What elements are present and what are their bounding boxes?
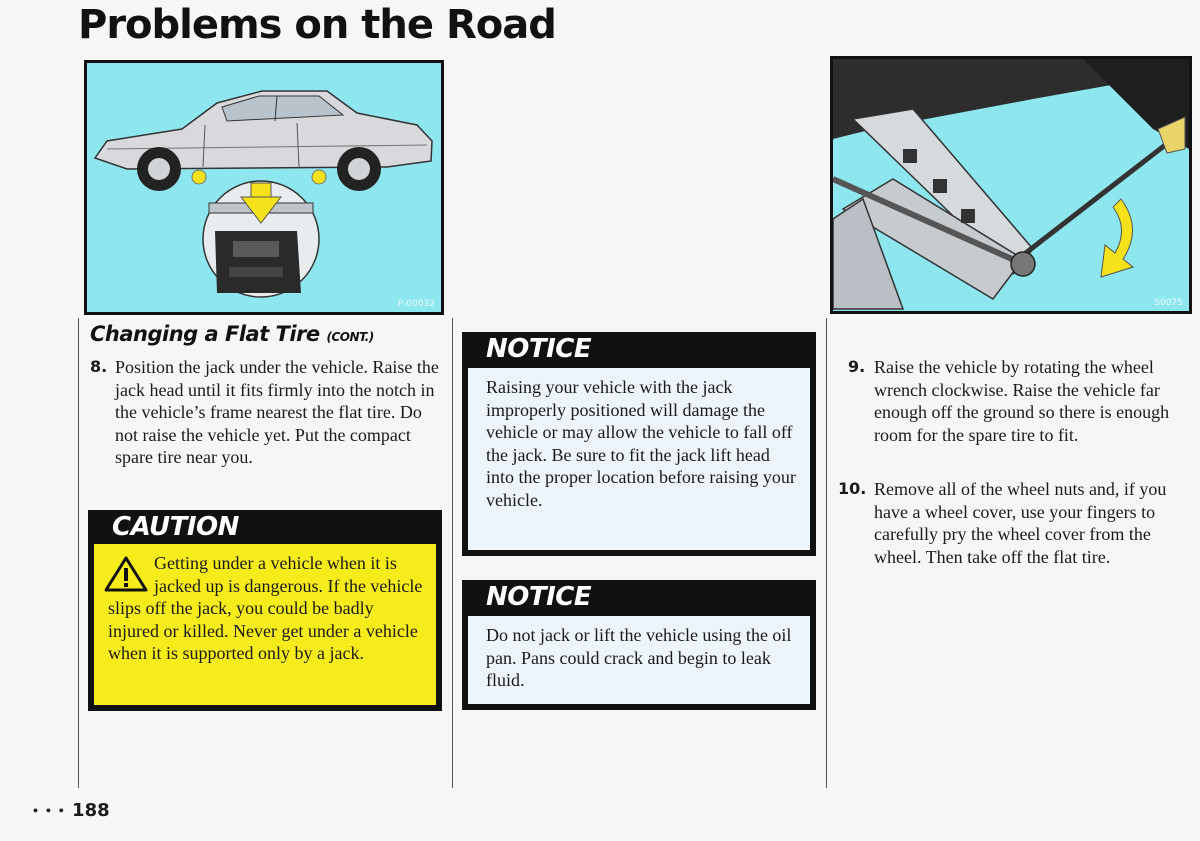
car-illustration: [87, 63, 441, 312]
caution-text: Getting under a vehicle when it is jacked up is dangerous. If the vehicle slips off the jack, you could be badly injured or killed. Never get under a vehicle when it is supported only by a jack.: [108, 553, 423, 663]
step-number: 8.: [90, 357, 108, 376]
caution-box: [88, 510, 442, 711]
step-number: 10.: [838, 479, 867, 498]
column-rule-right: [826, 318, 827, 788]
notice-text: Raising your vehicle with the jack improperly positioned will damage the vehicle or may allow the vehicle to fall off the jack. Be sure to fit the jack lift head into the proper location before raising your vehicle.: [486, 377, 796, 510]
step-9: [848, 356, 1190, 446]
step-10: [838, 478, 1190, 568]
figure-code: S0075: [1154, 298, 1183, 308]
page-number-value: 188: [72, 800, 110, 821]
car-jack-points-illustration: [84, 60, 444, 315]
notice-body: [468, 368, 810, 550]
section-heading-suffix: (CONT.): [326, 330, 374, 344]
notice-text: Do not jack or lift the vehicle using the oil pan. Pans could crack and begin to leak fluid.: [486, 625, 792, 690]
section-heading: [90, 322, 374, 346]
column-rule-left: [78, 318, 79, 788]
jack-illustration: [833, 59, 1189, 311]
notice-title: NOTICE: [486, 582, 592, 612]
warning-triangle-icon: [104, 556, 148, 592]
step-number: 9.: [848, 357, 866, 376]
clockwise-arrow-icon: [1101, 199, 1133, 277]
notice-body: [468, 616, 810, 704]
notice-title: NOTICE: [486, 334, 592, 364]
page-number: [32, 800, 110, 821]
page-number-dots: • • •: [32, 804, 66, 818]
step-text: Remove all of the wheel nuts and, if you have a wheel cover, use your fingers to carefully pry the wheel cover from the wheel. Then take off the flat tire.: [874, 479, 1167, 567]
figure-code: P-00032: [397, 299, 435, 309]
caution-title: CAUTION: [112, 512, 239, 542]
column-rule-middle: [452, 318, 453, 788]
section-heading-text: Changing a Flat Tire: [90, 322, 320, 346]
jack-wrench-illustration: [830, 56, 1192, 314]
notice-box-2: [462, 580, 816, 710]
step-text: Raise the vehicle by rotating the wheel wrench clockwise. Raise the vehicle far enough off the ground so there is enough room for the spare tire to fit.: [874, 357, 1170, 445]
step-text: Position the jack under the vehicle. Raise the jack head until it fits firmly into the notch in the vehicle’s frame nearest the flat tire. Do not raise the vehicle yet. Put the compact spare tire near you.: [115, 357, 439, 467]
step-8: [90, 356, 442, 469]
notice-box-1: [462, 332, 816, 556]
page-title: Problems on the Road: [78, 2, 556, 48]
caution-body: [94, 544, 436, 705]
